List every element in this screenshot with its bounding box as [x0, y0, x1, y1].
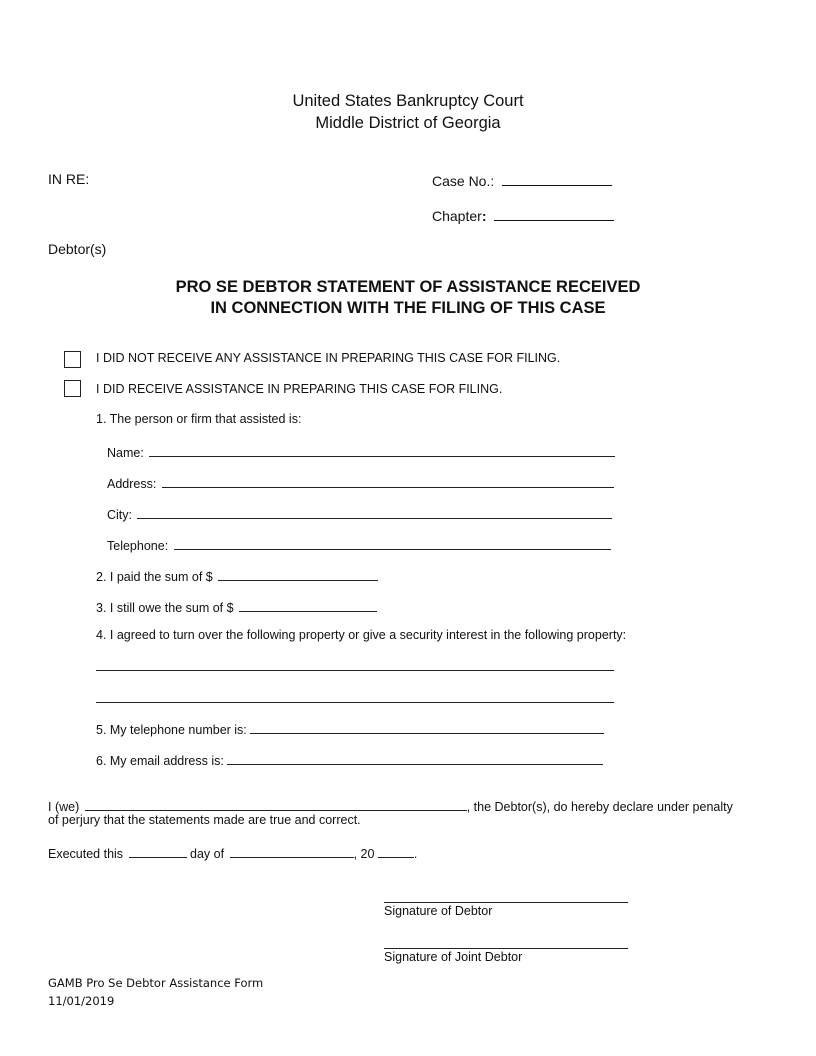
debtor-email-field[interactable] [227, 751, 603, 765]
received-assistance-checkbox[interactable] [64, 380, 81, 397]
day-of-label: day of [190, 847, 225, 861]
declarant-names-field[interactable] [85, 797, 467, 811]
declaration-suffix: , the Debtor(s), do hereby declare under penalty [466, 800, 733, 814]
court-name: United States Bankruptcy Court [292, 92, 524, 110]
name-field[interactable] [149, 443, 615, 457]
form-title-line1: PRO SE DEBTOR STATEMENT OF ASSISTANCE RECEIVED [175, 278, 641, 296]
property-line-1[interactable] [96, 670, 614, 671]
address-row [107, 474, 614, 491]
case-no-field[interactable] [502, 171, 612, 186]
item-6-label: 6. My email address is: [96, 754, 224, 768]
executed-row [48, 844, 417, 861]
chapter-field[interactable] [494, 206, 614, 221]
executed-day-field[interactable] [129, 844, 187, 858]
no-assistance-checkbox[interactable] [64, 351, 81, 368]
item-4-label: 4. I agreed to turn over the following property or give a security interest in the following property: [96, 628, 627, 642]
telephone-field[interactable] [174, 536, 611, 550]
item-3-row [96, 598, 377, 615]
item-2-row [96, 567, 378, 584]
court-district: Middle District of Georgia [315, 114, 501, 132]
name-label: Name: [107, 446, 144, 460]
debtor-signature-label: Signature of Debtor [384, 904, 493, 918]
city-row [107, 505, 612, 522]
property-line-2[interactable] [96, 702, 614, 703]
footer-date: 11/01/2019 [48, 994, 115, 1008]
item-5-label: 5. My telephone number is: [96, 723, 247, 737]
owed-sum-field[interactable] [239, 598, 377, 612]
name-row [107, 443, 615, 460]
address-field[interactable] [162, 474, 614, 488]
declaration-line2: of perjury that the statements made are true and correct. [48, 813, 361, 827]
form-title-line2: IN CONNECTION WITH THE FILING OF THIS CASE [210, 299, 606, 317]
city-label: City: [107, 508, 132, 522]
declaration-row [48, 797, 733, 814]
year-prefix: , 20 [353, 847, 375, 861]
item-5-row [96, 720, 604, 737]
paid-sum-field[interactable] [218, 567, 378, 581]
telephone-row [107, 536, 611, 553]
joint-debtor-signature-label: Signature of Joint Debtor [384, 950, 523, 964]
executed-period: . [413, 847, 418, 861]
debtor-label: Debtor(s) [48, 241, 107, 257]
debtor-telephone-field[interactable] [250, 720, 604, 734]
in-re-label: IN RE: [48, 171, 90, 187]
telephone-label: Telephone: [107, 539, 169, 553]
item-1-label: 1. The person or firm that assisted is: [96, 412, 302, 426]
case-no-label: Case No.: [432, 173, 495, 189]
city-field[interactable] [137, 505, 612, 519]
chapter-colon: : [481, 208, 487, 224]
chapter-row [432, 206, 614, 224]
case-no-row [432, 171, 612, 189]
received-assistance-label: I DID RECEIVE ASSISTANCE IN PREPARING THIS CASE FOR FILING. [96, 382, 503, 396]
debtor-signature-line[interactable] [384, 902, 628, 903]
item-6-row [96, 751, 603, 768]
executed-year-field[interactable] [378, 844, 414, 858]
address-label: Address: [107, 477, 157, 491]
chapter-label: Chapter [432, 208, 482, 224]
item-2-label: 2. I paid the sum of $ [96, 570, 213, 584]
no-assistance-label: I DID NOT RECEIVE ANY ASSISTANCE IN PREPARING THIS CASE FOR FILING. [96, 351, 561, 365]
footer-form-name: GAMB Pro Se Debtor Assistance Form [48, 976, 264, 990]
executed-this-label: Executed this [48, 847, 124, 861]
declaration-prefix: I (we) [48, 800, 80, 814]
joint-debtor-signature-line[interactable] [384, 948, 628, 949]
item-3-label: 3. I still owe the sum of $ [96, 601, 234, 615]
executed-month-field[interactable] [230, 844, 354, 858]
